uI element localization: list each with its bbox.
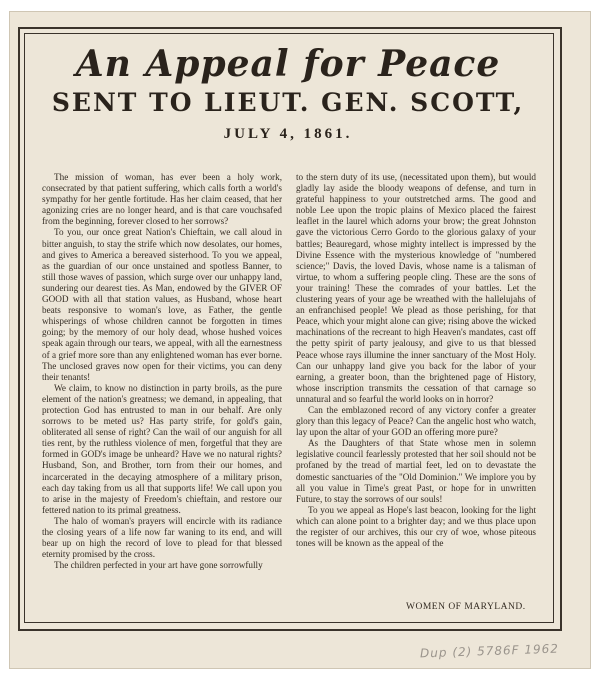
catalog-mark: Dup (2) 5786F 1962	[419, 641, 560, 661]
paragraph: The halo of woman's prayers will encircle with its radiance the closing years of a life now far waning to its end, and will bear up on high the record of love to plead for that blessed eternity promised by the cross.	[42, 515, 282, 560]
paragraph: to the stern duty of its use, (necessitated upon them), but would gladly lay aside the bloody weapons of defense, and turn in grateful happiness to your outstretched arms. The good and noble Lee upon the tropic plains of Mexico placed the fairest leaflet in the laurel which adorns your brow; the great Johnston gave the victorious Cerro Gordo to the glorious galaxy of your battles; Beauregard, whose mighty intellect is impressed by the Divine Essence with the mysterious knowledge of "numbered science;" Davis, the loved Davis, whose name is a talisman of virtue, to whom a suffering people cling. These are the sons of your training! These the comrades of your battles. Let the clustering years of your age be wreathed with the hallelujahs of an enfranchised people! We plead as those perishing, for that Peace, which your might alone can give; rising above the wicked machinations of the recreant to high Heaven's mandates, cast off the petty spirit of party jealousy, and give to us that blessed Peace whose rays illumine the inner sanctuary of the Most Holy. Can our unhappy land give you back for the labor of your earning, a greater boon, than the brightened page of History, whose inscription transmits the cessation of that carnage so unnatural and so fearful the world looks on in horror?	[296, 172, 536, 404]
paragraph: The mission of woman, has ever been a holy work, consecrated by that patient suffering, which calls forth a world's sympathy for her gentle fortitude. Has her claim ceased, that her agonizing cries are no longer heard, and is that care vouchsafed from the beginning, forever closed to her sorrows?	[42, 172, 282, 227]
paragraph: Can the emblazoned record of any victory confer a greater glory than this legacy of Peace? Can the angelic host who watch, lay upon the altar of your GOD an offering more pure?	[296, 404, 536, 438]
paragraph: The children perfected in your art have gone sorrowfully	[54, 560, 263, 571]
paragraph: To you, our once great Nation's Chieftain, we call aloud in bitter anguish, to stay the strife which now desolates, our homes, and gives to America a bereaved sisterhood. To you we appeal, as the guardian of our once unstained and spotless Banner, to still those waves of passion, which surge over our unhappy land, sundering our dearest ties. As Man, endowed by the GIVER OF GOOD with all that station values, as Husband, whose heart beats responsive to woman's love, as Father, the gentle whisperings of whose children cannot be forgotten in times going; by the memory of our holy dead, whose hushed voices speak again through our tears, we appeal, with all the earnestness of a grief more sore than any enlightened woman has ever borne. The unclosed graves now open for their victims, you can deny their tenants!	[42, 227, 282, 382]
right-column	[296, 172, 536, 549]
signature: WOMEN OF MARYLAND.	[406, 602, 526, 612]
paragraph: To you we appeal as Hope's last beacon, looking for the light which can alone point to a brighter day; and we thus place upon the register of our archives, this our cry of woe, whose piteous tones will be known as the appeal of the	[296, 504, 536, 549]
document-date: JULY 4, 1861.	[223, 126, 353, 142]
paragraph: As the Daughters of that State whose men in solemn legislative council fearlessly protested that her soil should not be profaned by the tread of martial feet, led on to devastate the domestic sanctuaries of the "Old Dominion." We implore you by all you value in Time's great Past, or hope for in unwritten Future, to stay the sorrows of our souls!	[296, 438, 536, 504]
document-title: An Appeal for Peace	[75, 43, 501, 85]
left-column	[42, 172, 282, 571]
document-subtitle: SENT TO LIEUT. GEN. SCOTT,	[51, 88, 525, 117]
paragraph: We claim, to know no distinction in party broils, as the pure element of the nation's greatness; we demand, in appealing, that protection God has entrusted to man in our behalf. Are only sorrows to be meted us? Has party strife, for gold's gain, obliterated all sense of right? Can the wail of our anguish for all ties rent, by the ruthless violence of men, forgetful that they are formed in GOD's image be unheard? Have we no natural rights? Husband, Son, and Brother, torn from their our homes, and incarcerated in the decaying atmosphere of a military prison, each day taking from us all that supports life! We call upon you to arise in the majesty of Freedom's chieftain, and restore our fettered nation to its primal greatness.	[42, 382, 282, 515]
